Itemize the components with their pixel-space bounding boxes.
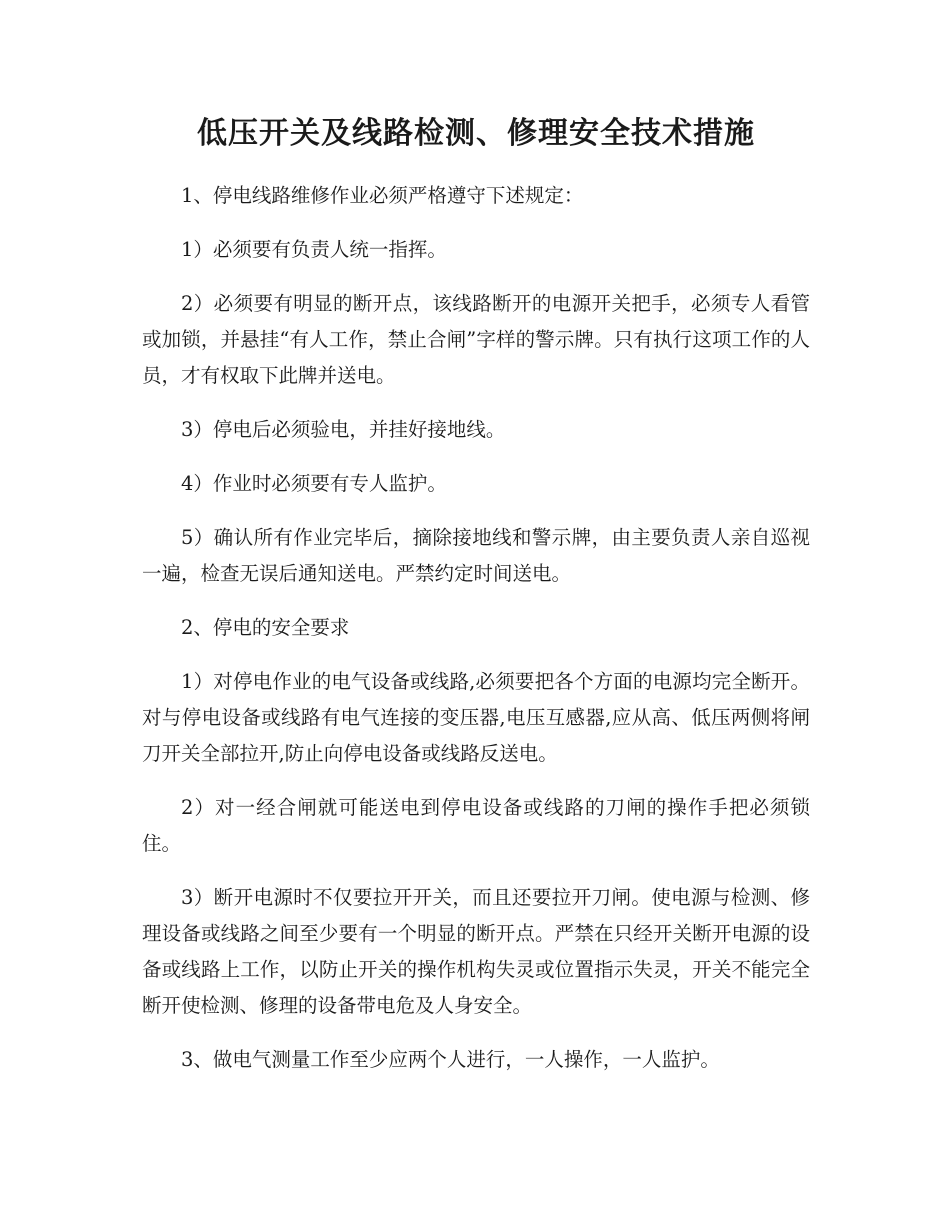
- paragraph-7: 2、停电的安全要求: [181, 616, 350, 639]
- paragraph-10: 3）断开电源时不仅要拉开开关，而且还要拉开刀闸。使电源与检测、修理设备或线路之间至少要有一个明显的断开点。严禁在只经开关断开电源的设备或线路上工作，以防止开关的操作机构失灵或位置指示失灵，开关不能完全断开使检测、修理的设备带电危及人身安全。: [142, 886, 810, 1017]
- paragraph-3: 2）必须要有明显的断开点，该线路断开的电源开关把手，必须专人看管或加锁，并悬挂“有人工作，禁止合闸”字样的警示牌。只有执行这项工作的人员，才有权取下此牌并送电。: [142, 292, 810, 387]
- paragraph-6: 5）确认所有作业完毕后，摘除接地线和警示牌，由主要负责人亲自巡视一遍，检查无误后通知送电。严禁约定时间送电。: [142, 526, 810, 585]
- document-title: 低压开关及线路检测、修理安全技术措施: [197, 116, 755, 151]
- paragraph-9: 2）对一经合闸就可能送电到停电设备或线路的刀闸的操作手把必须锁住。: [142, 796, 810, 855]
- paragraph-5: 4）作业时必须要有专人监护。: [181, 472, 447, 495]
- paragraph-2: 1）必须要有负责人统一指挥。: [181, 238, 447, 261]
- paragraph-1: 1、停电线路维修作业必须严格遵守下述规定：: [181, 184, 584, 207]
- paragraph-8: 1）对停电作业的电气设备或线路,必须要把各个方面的电源均完全断开。对与停电设备或线路有电气连接的变压器,电压互感器,应从高、低压两侧将闸刀开关全部拉开,防止向停电设备或线路反送电。: [142, 670, 810, 765]
- paragraph-4: 3）停电后必须验电，并挂好接地线。: [181, 418, 506, 441]
- paragraph-11: 3、做电气测量工作至少应两个人进行，一人操作，一人监护。: [181, 1048, 720, 1071]
